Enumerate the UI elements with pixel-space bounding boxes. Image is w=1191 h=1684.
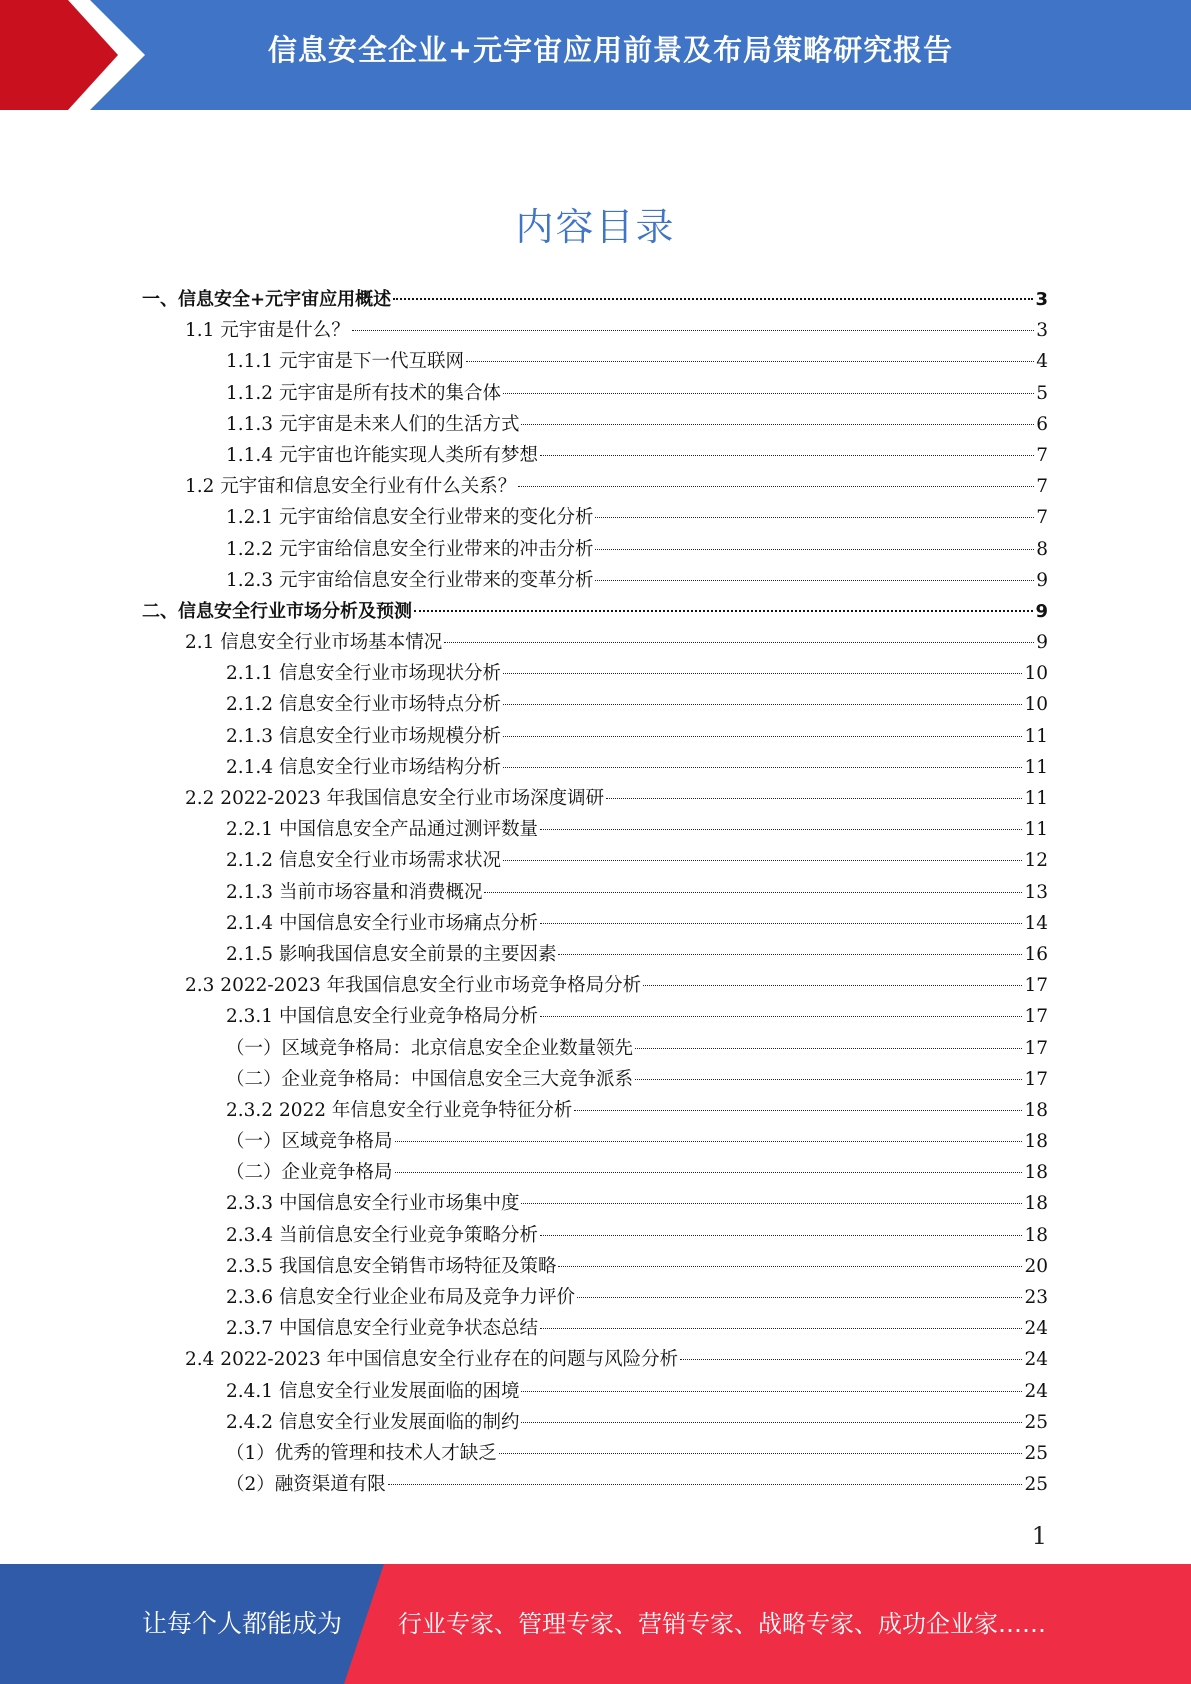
toc-dot-leader <box>393 298 1033 300</box>
toc-entry[interactable] <box>0 315 1191 346</box>
toc-dot-leader <box>595 549 1034 550</box>
toc-entry-page: 7 <box>1036 444 1048 466</box>
toc-entry-text: 1.1.1 元宇宙是下一代互联网 <box>226 351 464 373</box>
toc-entry-text: 1.1 元宇宙是什么？ <box>185 320 350 342</box>
toc-entry-text: （二）企业竞争格局：中国信息安全三大竞争派系 <box>226 1068 634 1090</box>
toc-entry-page: 10 <box>1024 694 1048 716</box>
toc-entry-text: 2.3.3 中国信息安全行业市场集中度 <box>226 1193 520 1215</box>
toc-entry-text: 2.3.2 2022 年信息安全行业竞争特征分析 <box>226 1099 573 1121</box>
toc-entry[interactable] <box>0 752 1191 783</box>
toc-dot-leader <box>521 424 1034 425</box>
toc-entry-page: 13 <box>1024 881 1048 903</box>
toc-entry-page: 18 <box>1024 1162 1048 1184</box>
toc-entry-text: 2.3 2022-2023 年我国信息安全行业市场竞争格局分析 <box>185 975 642 997</box>
toc-entry-page: 10 <box>1024 663 1048 685</box>
toc-entry-text: 2.2.1 中国信息安全产品通过测评数量 <box>226 819 538 841</box>
toc-entry[interactable] <box>0 1282 1191 1313</box>
toc-dot-leader <box>540 1328 1022 1329</box>
toc-entry[interactable] <box>0 1126 1191 1157</box>
toc-dot-leader <box>540 455 1034 456</box>
toc-entry-page: 18 <box>1024 1099 1048 1121</box>
toc-dot-leader <box>540 1016 1022 1017</box>
toc-entry-text: 1.2.1 元宇宙给信息安全行业带来的变化分析 <box>226 507 594 529</box>
toc-entry[interactable] <box>0 1064 1191 1095</box>
toc-dot-leader <box>484 892 1022 893</box>
toc-dot-leader <box>352 330 1034 331</box>
toc-entry-text: 2.4.2 信息安全行业发展面临的制约 <box>226 1411 520 1433</box>
toc-entry[interactable] <box>0 534 1191 565</box>
toc-entry[interactable] <box>0 877 1191 908</box>
toc-entry[interactable] <box>0 1251 1191 1282</box>
toc-entry[interactable] <box>0 627 1191 658</box>
toc-entry-page: 25 <box>1024 1442 1048 1464</box>
toc-dot-leader <box>635 1079 1022 1080</box>
toc-entry-page: 7 <box>1036 476 1048 498</box>
toc-dot-leader <box>518 486 1034 487</box>
toc-dot-leader <box>503 393 1034 394</box>
toc-entry-text: （二）企业竞争格局 <box>226 1162 393 1184</box>
toc-entry-page: 11 <box>1024 725 1048 747</box>
toc-dot-leader <box>574 1110 1022 1111</box>
toc-entry-text: 2.2 2022-2023 年我国信息安全行业市场深度调研 <box>185 788 605 809</box>
toc-dot-leader <box>503 673 1022 674</box>
toc-entry-text: 1.1.4 元宇宙也许能实现人类所有梦想 <box>226 444 538 466</box>
toc-dot-leader <box>503 860 1022 861</box>
toc-entry[interactable] <box>0 565 1191 596</box>
toc-entry[interactable] <box>0 284 1191 315</box>
toc-entry[interactable] <box>0 845 1191 876</box>
toc-entry-text: 2.3.4 当前信息安全行业竞争策略分析 <box>226 1224 538 1246</box>
footer-slogan-right: 行业专家、管理专家、营销专家、战略专家、成功企业家…… <box>398 1610 1046 1638</box>
toc-dot-leader <box>540 1235 1022 1236</box>
toc-entry-text: 2.3.5 我国信息安全销售市场特征及策略 <box>226 1255 557 1277</box>
toc-entry-page: 5 <box>1036 382 1048 404</box>
toc-entry-text: 2.1.1 信息安全行业市场现状分析 <box>226 663 501 685</box>
header-title: 信息安全企业+元宇宙应用前景及布局策略研究报告 <box>267 33 954 67</box>
toc-entry[interactable] <box>0 1407 1191 1438</box>
page-number: 1 <box>1031 1522 1047 1550</box>
toc-entry[interactable] <box>0 658 1191 689</box>
toc-entry-page: 4 <box>1036 351 1048 373</box>
toc-entry-page: 25 <box>1024 1474 1048 1496</box>
toc-entry-text: 2.1.2 信息安全行业市场需求状况 <box>226 850 501 872</box>
toc-dot-leader <box>521 1391 1022 1392</box>
toc-dot-leader <box>540 923 1022 924</box>
toc-entry-text: 1.1.3 元宇宙是未来人们的生活方式 <box>226 413 520 435</box>
toc-entry[interactable] <box>0 409 1191 440</box>
toc-entry[interactable] <box>0 1188 1191 1219</box>
toc-entry-text: 2.1.3 信息安全行业市场规模分析 <box>226 725 501 747</box>
toc-entry-text: 2.1 信息安全行业市场基本情况 <box>185 632 443 654</box>
toc-entry-page: 20 <box>1024 1255 1048 1277</box>
toc-dot-leader <box>503 767 1022 768</box>
toc-entry[interactable] <box>0 596 1191 627</box>
toc-entry-page: 9 <box>1036 632 1048 654</box>
toc-entry-text: 1.2.2 元宇宙给信息安全行业带来的冲击分析 <box>226 538 594 560</box>
toc-entry-page: 11 <box>1024 788 1048 809</box>
toc-dot-leader <box>606 798 1022 799</box>
toc-entry-page: 14 <box>1024 912 1048 934</box>
toc-entry-page: 9 <box>1035 600 1048 622</box>
toc-dot-leader <box>595 517 1034 518</box>
toc-dot-leader <box>444 642 1034 643</box>
toc-dot-leader <box>499 1453 1023 1454</box>
toc-entry-text: 2.3.1 中国信息安全行业竞争格局分析 <box>226 1006 538 1028</box>
toc-entry-page: 24 <box>1024 1380 1048 1402</box>
toc-dot-leader <box>503 736 1022 737</box>
toc-entry[interactable] <box>0 1033 1191 1064</box>
toc-entry-text: 一、信息安全+元宇宙应用概述 <box>142 289 392 310</box>
toc-entry[interactable] <box>0 814 1191 845</box>
toc-entry-page: 16 <box>1024 943 1048 965</box>
toc-dot-leader <box>577 1297 1022 1298</box>
toc-dot-leader <box>414 610 1033 612</box>
toc-entry[interactable] <box>0 970 1191 1001</box>
toc-entry-page: 18 <box>1024 1193 1048 1215</box>
toc-entry-text: 1.2.3 元宇宙给信息安全行业带来的变革分析 <box>226 569 594 591</box>
toc-dot-leader <box>395 1172 1023 1173</box>
toc-entry[interactable] <box>0 471 1191 502</box>
toc-dot-leader <box>503 704 1022 705</box>
toc-entry-text: 2.1.4 中国信息安全行业市场痛点分析 <box>226 912 538 934</box>
toc-entry-page: 23 <box>1024 1287 1048 1308</box>
toc-entry-text: （一）区域竞争格局 <box>226 1131 393 1153</box>
toc-entry-text: （2）融资渠道有限 <box>226 1474 386 1496</box>
toc-entry[interactable] <box>0 346 1191 377</box>
toc-entry-page: 25 <box>1024 1411 1048 1433</box>
toc-entry-text: 2.4 2022-2023 年中国信息安全行业存在的问题与风险分析 <box>185 1349 679 1371</box>
toc-entry-page: 11 <box>1024 756 1048 778</box>
toc-dot-leader <box>595 580 1034 581</box>
toc-entry-page: 3 <box>1035 289 1048 310</box>
toc-dot-leader <box>521 1422 1022 1423</box>
toc-entry[interactable] <box>0 939 1191 970</box>
toc-entry[interactable] <box>0 1344 1191 1375</box>
toc-entry-page: 17 <box>1024 1068 1048 1090</box>
toc-dot-leader <box>680 1359 1022 1360</box>
toc-entry[interactable] <box>0 1001 1191 1032</box>
table-of-contents <box>0 284 1191 1500</box>
toc-entry-page: 17 <box>1024 1006 1048 1028</box>
toc-entry-text: 2.1.4 信息安全行业市场结构分析 <box>226 756 501 778</box>
toc-entry-text: 2.3.7 中国信息安全行业竞争状态总结 <box>226 1318 538 1340</box>
toc-entry-page: 24 <box>1024 1349 1048 1371</box>
toc-entry-text: 2.1.3 当前市场容量和消费概况 <box>226 881 483 903</box>
toc-entry-page: 17 <box>1024 1037 1048 1059</box>
toc-entry-text: 2.1.2 信息安全行业市场特点分析 <box>226 694 501 716</box>
toc-entry-text: 2.4.1 信息安全行业发展面临的困境 <box>226 1380 520 1402</box>
toc-dot-leader <box>643 985 1022 986</box>
header-banner <box>0 0 1191 110</box>
toc-entry-page: 11 <box>1024 819 1048 841</box>
toc-entry-page: 7 <box>1036 507 1048 529</box>
footer-slogan-left: 让每个人都能成为 <box>142 1609 343 1638</box>
toc-entry-text: 1.2 元宇宙和信息安全行业有什么关系？ <box>185 476 517 498</box>
toc-entry[interactable] <box>0 908 1191 939</box>
toc-entry-text: （一）区域竞争格局：北京信息安全企业数量领先 <box>226 1037 634 1059</box>
toc-entry[interactable] <box>0 783 1191 814</box>
toc-entry[interactable] <box>0 1220 1191 1251</box>
toc-entry[interactable] <box>0 1095 1191 1126</box>
toc-entry-page: 17 <box>1024 975 1048 997</box>
toc-entry[interactable] <box>0 1469 1191 1500</box>
footer-banner <box>0 1564 1191 1684</box>
toc-entry-page: 18 <box>1024 1131 1048 1153</box>
toc-dot-leader <box>388 1484 1023 1485</box>
toc-dot-leader <box>466 361 1034 362</box>
toc-entry[interactable] <box>0 689 1191 720</box>
toc-entry-page: 8 <box>1036 538 1048 560</box>
toc-entry-page: 6 <box>1036 413 1048 435</box>
toc-title: 内容目录 <box>515 205 676 249</box>
toc-dot-leader <box>558 1266 1022 1267</box>
toc-entry[interactable] <box>0 378 1191 409</box>
toc-dot-leader <box>558 954 1022 955</box>
toc-dot-leader <box>540 829 1022 830</box>
toc-entry-text: 2.1.5 影响我国信息安全前景的主要因素 <box>226 943 557 965</box>
toc-dot-leader <box>521 1203 1022 1204</box>
toc-entry-page: 12 <box>1024 850 1048 872</box>
toc-dot-leader <box>395 1141 1023 1142</box>
toc-entry[interactable] <box>0 1376 1191 1407</box>
toc-entry[interactable] <box>0 1438 1191 1469</box>
toc-entry[interactable] <box>0 1157 1191 1188</box>
toc-entry-text: 1.1.2 元宇宙是所有技术的集合体 <box>226 382 501 404</box>
toc-entry[interactable] <box>0 1313 1191 1344</box>
toc-entry-page: 18 <box>1024 1224 1048 1246</box>
toc-entry[interactable] <box>0 721 1191 752</box>
toc-dot-leader <box>635 1048 1022 1049</box>
toc-entry-text: 二、信息安全行业市场分析及预测 <box>142 600 412 622</box>
toc-entry-text: （1）优秀的管理和技术人才缺乏 <box>226 1442 497 1464</box>
toc-entry[interactable] <box>0 502 1191 533</box>
toc-entry-page: 3 <box>1036 320 1048 342</box>
toc-entry-page: 24 <box>1024 1318 1048 1340</box>
toc-entry-text: 2.3.6 信息安全行业企业布局及竞争力评价 <box>226 1287 575 1308</box>
toc-entry[interactable] <box>0 440 1191 471</box>
toc-entry-page: 9 <box>1036 569 1048 591</box>
